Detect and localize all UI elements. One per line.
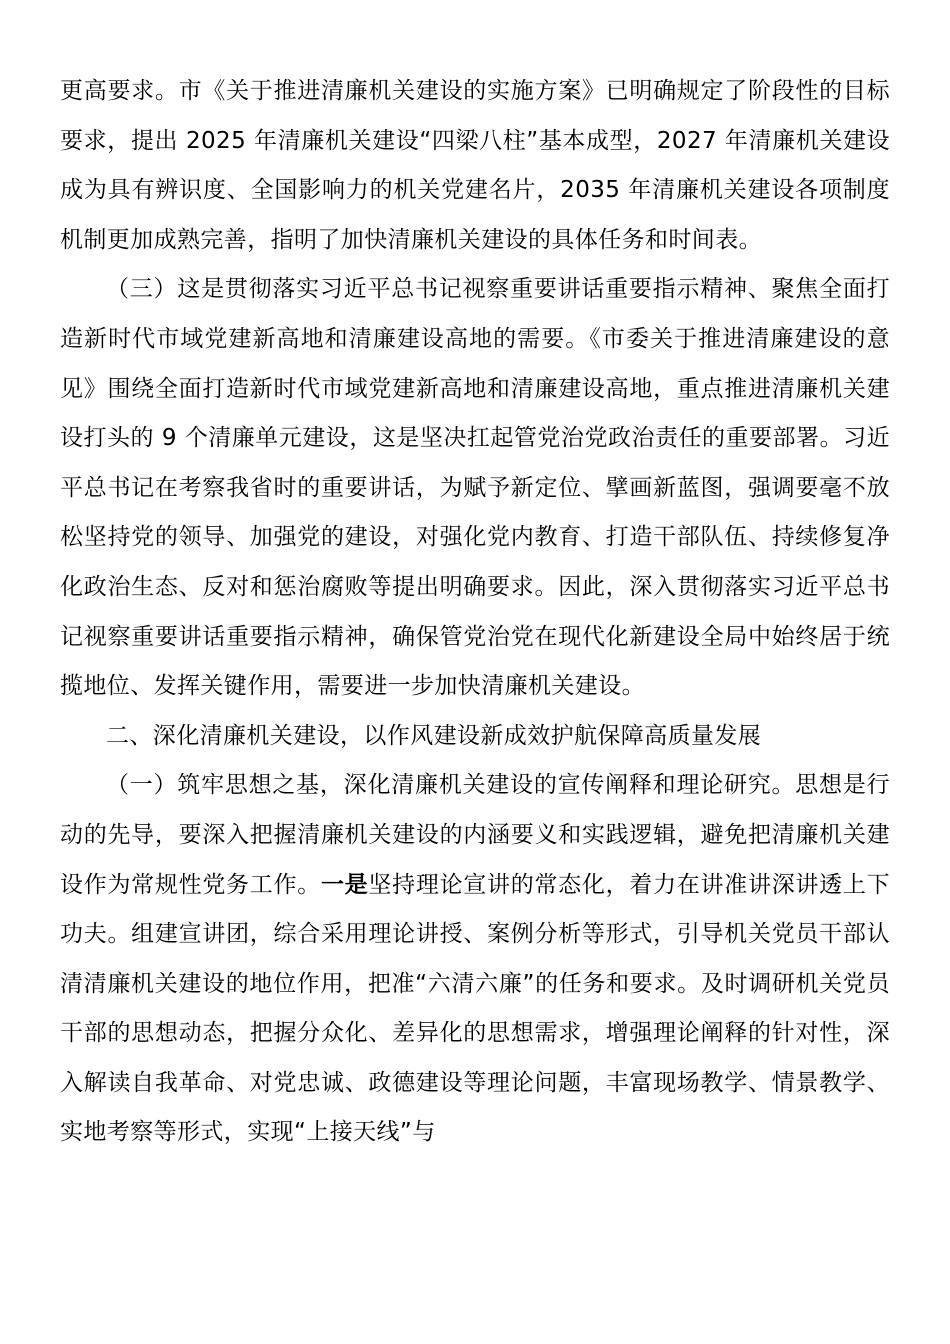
paragraph-2: （三）这是贯彻落实习近平总书记视察重要讲话重要指示精神、聚焦全面打造新时代市域党建新高地和清廉建设高地的需要。《市委关于推进清廉建设的意见》围绕全面打造新时代市域党建新高地和清廉建设高地，重点推进清廉机关建设打头的 9 个清廉单元建设，这是坚决扛起管党治党政治责任的重要部署。习近平总书记在考察我省时的重要讲话，为赋予新定位、擘画新蓝图，强调要毫不放松坚持党的领导、加强党的建设，对强化党内教育、打造干部队伍、持续修复净化政治生态、反对和惩治腐败等提出明确要求。因此，深入贯彻落实习近平总书记视察重要讲话重要指示精神，确保管党治党在现代化新建设全局中始终居于统揽地位、发挥关键作用，需要进一步加快清廉机关建设。 <box>60 276 890 700</box>
paragraph-3-bold: 一是 <box>320 871 369 898</box>
document-page <box>60 67 890 1158</box>
paragraph-1: 更高要求。市《关于推进清廉机关建设的实施方案》已明确规定了阶段性的目标要求，提出 2025 年清廉机关建设“四梁八柱”基本成型，2027 年清廉机关建设成为具有辨识度、全国影响力的机关党建名片，2035 年清廉机关建设各项制度机制更加成熟完善，指明了加快清廉机关建设的具体任务和时间表。 <box>60 78 890 253</box>
paragraph-3 <box>60 761 890 1158</box>
paragraph-3-rest: 坚持理论宣讲的常态化，着力在讲准讲深讲透上下功夫。组建宣讲团，综合采用理论讲授、案例分析等形式，引导机关党员干部认清清廉机关建设的地位作用，把准“六清六廉”的任务和要求。及时调研机关党员干部的思想动态，把握分众化、差异化的思想需求，增强理论阐释的针对性，深入解读自我革命、对党忠诚、政德建设等理论问题，丰富现场教学、情景教学、实地考察等形式，实现“上接天线”与 <box>60 871 890 1146</box>
section-heading: 二、深化清廉机关建设，以作风建设新成效护航保障高质量发展 <box>106 722 762 749</box>
paragraph-3-lead: （一）筑牢思想之基，深化清廉机关建设的宣传阐释和理论研究。思想是行动的先导，要深入把握清廉机关建设的内涵要义和实践逻辑，避免把清廉机关建设作为常规性党务工作。 <box>60 772 890 898</box>
